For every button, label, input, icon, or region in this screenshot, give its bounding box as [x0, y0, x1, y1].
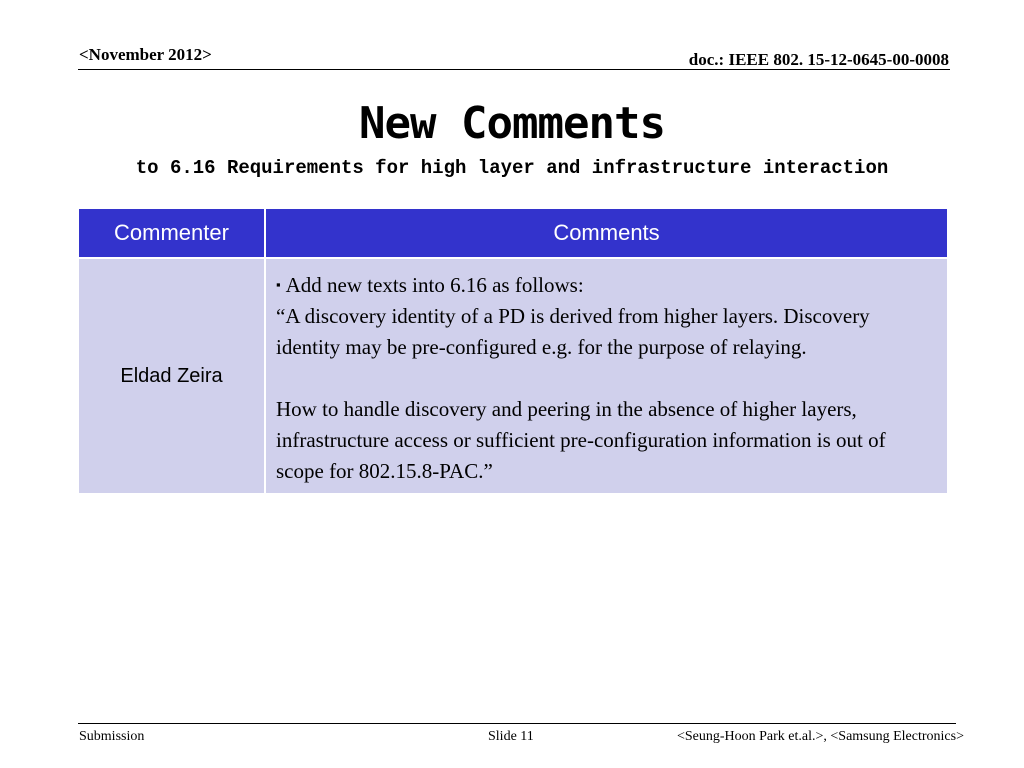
footer-submission: Submission: [79, 729, 145, 744]
slide-subtitle: to 6.16 Requirements for high layer and infrastructure interaction: [135, 157, 889, 179]
column-header-comments: Comments: [265, 208, 948, 258]
comments-table: [77, 207, 949, 495]
comment-line-intro: [276, 269, 937, 301]
commenter-cell: Eldad Zeira: [78, 258, 265, 494]
footer-authors: <Seung-Hoon Park et.al.>, <Samsung Electronics>: [676, 729, 964, 744]
paragraph-gap: [276, 363, 937, 394]
table-header-row: [78, 208, 948, 258]
comment-paragraph-1: “A discovery identity of a PD is derived from higher layers. Discovery identity may be pre-configured e.g. for the purpose of relaying.: [276, 304, 870, 359]
table-row: [78, 258, 948, 494]
footer-divider: [78, 723, 956, 724]
header-date: <November 2012>: [79, 45, 212, 64]
footer-slide-number: Slide 11: [488, 729, 534, 744]
header-doc-id: doc.: IEEE 802. 15-12-0645-00-0008: [688, 50, 949, 69]
comment-cell: [265, 258, 948, 494]
column-header-commenter: Commenter: [78, 208, 265, 258]
slide-title: New Comments: [359, 98, 665, 149]
header-divider: [78, 69, 950, 70]
comment-paragraph-2: How to handle discovery and peering in the absence of higher layers, infrastructure access or sufficient pre-configuration information is out of scope for 802.15.8-PAC.”: [276, 397, 886, 483]
bullet-icon: ▪: [276, 277, 281, 292]
comment-text: Add new texts into 6.16 as follows:: [285, 273, 584, 297]
